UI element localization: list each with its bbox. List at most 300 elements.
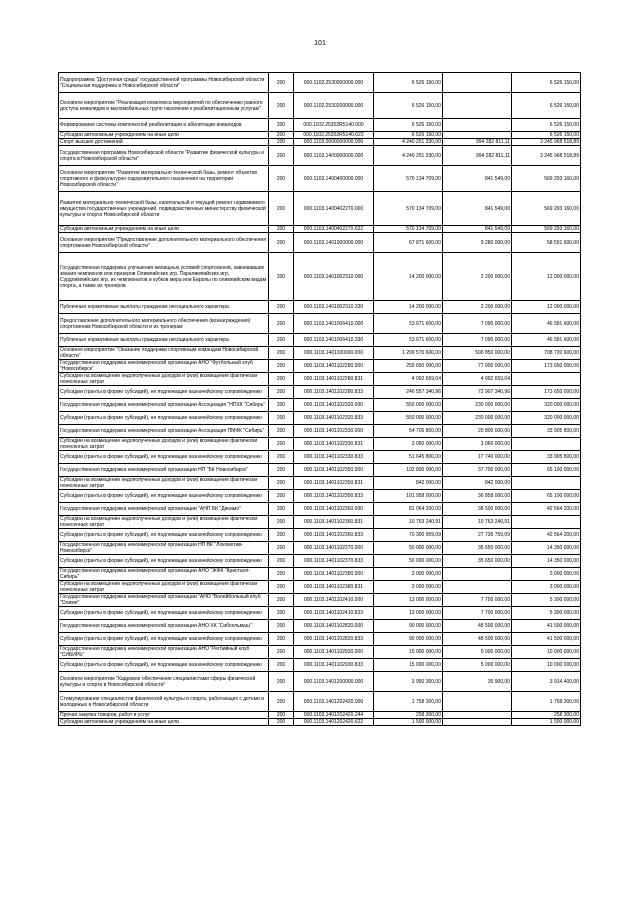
row-approved-amount-cell: 4 240 251 330,00 — [374, 139, 443, 146]
row-classification-cell: 000.1103.1400400000.000 — [294, 166, 374, 192]
row-change-amount-cell: 10 763 240,91 — [443, 516, 512, 529]
row-admin-code-cell: 200 — [269, 360, 294, 373]
row-name-cell: Прочая закупка товаров, работ и услуг — [59, 712, 269, 719]
table-row — [59, 399, 581, 412]
row-classification-cell: 000.1103.1401102370.833 — [294, 555, 374, 568]
row-classification-cell: 000.1103.1401102330.000 — [294, 425, 374, 438]
row-approved-amount-cell: 50 000 000,00 — [374, 542, 443, 555]
row-final-amount-cell: 12 000 000,00 — [512, 301, 581, 314]
row-approved-amount-cell: 90 000 000,00 — [374, 620, 443, 633]
table-row — [59, 334, 581, 347]
table-row — [59, 633, 581, 646]
row-approved-amount-cell: 6 526 150,00 — [374, 132, 443, 139]
row-final-amount-cell: 569 293 160,00 — [512, 166, 581, 192]
table-row — [59, 253, 581, 301]
table-row — [59, 226, 581, 233]
row-admin-code-cell: 200 — [269, 659, 294, 672]
row-change-amount-cell: 7 090 000,00 — [443, 314, 512, 334]
row-approved-amount-cell: 13 000 000,00 — [374, 594, 443, 607]
table-row — [59, 360, 581, 373]
table-row — [59, 529, 581, 542]
row-admin-code-cell: 200 — [269, 542, 294, 555]
row-final-amount-cell: 1 500 000,00 — [512, 719, 581, 726]
table-row — [59, 412, 581, 425]
row-approved-amount-cell: 3 000 000,00 — [374, 568, 443, 581]
row-admin-code-cell: 200 — [269, 568, 294, 581]
row-classification-cell: 000.1103.1401102360.831 — [294, 516, 374, 529]
table-row — [59, 425, 581, 438]
row-approved-amount-cell: 4 240 251 330,00 — [374, 146, 443, 166]
row-admin-code-cell: 200 — [269, 607, 294, 620]
row-admin-code-cell: 200 — [269, 620, 294, 633]
row-classification-cell: 000.1103.1400402270.000 — [294, 192, 374, 226]
row-final-amount-cell: 173 650 000,00 — [512, 386, 581, 399]
table-row — [59, 659, 581, 672]
row-admin-code-cell: 200 — [269, 503, 294, 516]
row-final-amount-cell: 6 526 150,00 — [512, 119, 581, 132]
row-final-amount-cell: 6 526 150,00 — [512, 73, 581, 93]
row-change-amount-cell: 4 092 659,04 — [443, 373, 512, 386]
row-final-amount-cell: 3 245 968 518,89 — [512, 146, 581, 166]
row-name-cell: Публичные нормативные выплаты гражданам несоциального характера — [59, 301, 269, 314]
row-classification-cell: 000.1102.2530000000.000 — [294, 73, 374, 93]
row-classification-cell: 000.1103.1401102320.833 — [294, 412, 374, 425]
row-classification-cell: 000.1103.1401102320.000 — [294, 399, 374, 412]
row-approved-amount-cell: 246 557 340,96 — [374, 386, 443, 399]
row-admin-code-cell: 200 — [269, 633, 294, 646]
row-final-amount-cell: 569 293 160,00 — [512, 226, 581, 233]
row-name-cell: Субсидии (гранты в форме субсидий), не подлежащие казначейскому сопровождению — [59, 607, 269, 620]
row-change-amount-cell: 9 280 000,00 — [443, 233, 512, 253]
row-classification-cell: 000.1103.1401102280.000 — [294, 360, 374, 373]
row-admin-code-cell: 200 — [269, 555, 294, 568]
row-change-amount-cell: 2 200 000,00 — [443, 253, 512, 301]
row-admin-code-cell: 200 — [269, 386, 294, 399]
row-approved-amount-cell: 15 000 000,00 — [374, 659, 443, 672]
row-classification-cell: 000.1103.1401000000.000 — [294, 233, 374, 253]
row-admin-code-cell: 200 — [269, 139, 294, 146]
row-name-cell: Государственная поддержка некоммерческой организации АНО "Футбольный клуб "Новосибирск" — [59, 360, 269, 373]
row-classification-cell: 000.1103.1401102370.000 — [294, 542, 374, 555]
row-classification-cell: 000.1103.1401100000.000 — [294, 347, 374, 360]
row-admin-code-cell: 200 — [269, 132, 294, 139]
row-change-amount-cell: 77 000 000,00 — [443, 360, 512, 373]
row-name-cell: Спорт высших достижений — [59, 139, 269, 146]
row-name-cell: Государственная поддержка некоммерческой организации "АНП БК "Динамо" — [59, 503, 269, 516]
row-classification-cell: 000.1103.1401102410.833 — [294, 607, 374, 620]
row-admin-code-cell: 200 — [269, 119, 294, 132]
row-approved-amount-cell: 1 500 000,00 — [374, 719, 443, 726]
row-name-cell: Стимулирование специалистов физической культуры и спорта, работающих с детьми и молодежью в Новосибирской области — [59, 692, 269, 712]
row-name-cell: Субсидии на возмещение недополученных доходов и (или) возмещение фактически понесенных затрат — [59, 438, 269, 451]
row-name-cell: Основное мероприятие "Кадровое обеспечение специалистами сферы физической культуры и спорта в Новосибирской области" — [59, 672, 269, 692]
row-final-amount-cell: 258 300,00 — [512, 712, 581, 719]
row-admin-code-cell: 200 — [269, 451, 294, 464]
table-row — [59, 620, 581, 633]
row-final-amount-cell: 14 350 000,00 — [512, 542, 581, 555]
row-classification-cell: 000.1102.25302R5140.622 — [294, 132, 374, 139]
row-name-cell: Государственная поддержка некоммерческой организации НП "БК Новосибирск" — [59, 464, 269, 477]
row-name-cell: Подпрограмма "Доступная среда" государственной программы Новосибирской области "Социальная поддержка в Новосибирской области" — [59, 73, 269, 93]
row-classification-cell: 000.1103.1401202420.000 — [294, 692, 374, 712]
row-change-amount-cell — [443, 93, 512, 119]
row-final-amount-cell: 46 581 600,00 — [512, 334, 581, 347]
page-number: 101 — [314, 40, 326, 47]
row-change-amount-cell: 230 000 000,00 — [443, 399, 512, 412]
row-admin-code-cell: 200 — [269, 594, 294, 607]
row-name-cell: Субсидии (гранты в форме субсидий), не подлежащие казначейскому сопровождению — [59, 529, 269, 542]
row-approved-amount-cell: 54 705 800,00 — [374, 425, 443, 438]
row-final-amount-cell: 42 564 200,00 — [512, 529, 581, 542]
row-admin-code-cell: 200 — [269, 464, 294, 477]
row-change-amount-cell: 3 060 000,00 — [443, 438, 512, 451]
table-row — [59, 132, 581, 139]
table-row — [59, 542, 581, 555]
row-admin-code-cell: 200 — [269, 192, 294, 226]
row-final-amount-cell: 33 905 800,00 — [512, 451, 581, 464]
row-name-cell: Субсидии на возмещение недополученных доходов и (или) возмещение фактически понесенных затрат — [59, 516, 269, 529]
row-approved-amount-cell: 53 671 600,00 — [374, 334, 443, 347]
row-name-cell: Субсидии на возмещение недополученных доходов и (или) возмещение фактически понесенных затрат — [59, 477, 269, 490]
row-name-cell: Основное мероприятие "Реализация комплекса мероприятий по обеспечению равного доступа инвалидов и маломобильных групп населения к реабилитационным услугам" — [59, 93, 269, 119]
row-admin-code-cell: 200 — [269, 166, 294, 192]
row-change-amount-cell: 35 900,00 — [443, 672, 512, 692]
table-row — [59, 301, 581, 314]
row-name-cell: Основное мероприятие "Оказание поддержки спортивным командам Новосибирской области" — [59, 347, 269, 360]
table-row — [59, 146, 581, 166]
row-final-amount-cell: 1 758 300,00 — [512, 692, 581, 712]
table-row — [59, 581, 581, 594]
row-name-cell: Субсидии (гранты в форме субсидий), не подлежащие казначейскому сопровождению — [59, 451, 269, 464]
row-admin-code-cell: 200 — [269, 373, 294, 386]
row-admin-code-cell: 200 — [269, 233, 294, 253]
row-admin-code-cell: 200 — [269, 314, 294, 334]
row-admin-code-cell: 200 — [269, 301, 294, 314]
row-classification-cell: 000.1103.1401006410.330 — [294, 334, 374, 347]
table-row — [59, 93, 581, 119]
row-approved-amount-cell: 6 526 150,00 — [374, 119, 443, 132]
row-admin-code-cell: 200 — [269, 347, 294, 360]
row-change-amount-cell — [443, 119, 512, 132]
row-approved-amount-cell: 3 000 000,00 — [374, 581, 443, 594]
row-classification-cell: 000.1103.1401102350.833 — [294, 490, 374, 503]
row-final-amount-cell: 10 000 000,00 — [512, 659, 581, 672]
row-classification-cell: 000.1103.1401102930.833 — [294, 659, 374, 672]
row-approved-amount-cell: 101 958 000,00 — [374, 490, 443, 503]
row-change-amount-cell: 48 500 000,00 — [443, 620, 512, 633]
row-classification-cell: 000.1103.1401200000.000 — [294, 672, 374, 692]
row-admin-code-cell: 200 — [269, 581, 294, 594]
row-change-amount-cell — [443, 581, 512, 594]
row-final-amount-cell — [512, 438, 581, 451]
row-classification-cell: 000.1103.1401002310.000 — [294, 253, 374, 301]
row-final-amount-cell: 41 500 000,00 — [512, 633, 581, 646]
row-change-amount-cell: 230 000 000,00 — [443, 412, 512, 425]
row-final-amount-cell: 33 905 800,00 — [512, 425, 581, 438]
row-change-amount-cell: 27 736 759,09 — [443, 529, 512, 542]
row-change-amount-cell: 5 000 000,00 — [443, 646, 512, 659]
row-change-amount-cell: 17 740 000,00 — [443, 451, 512, 464]
budget-table — [58, 72, 581, 726]
table-row — [59, 233, 581, 253]
row-approved-amount-cell: 67 871 600,00 — [374, 233, 443, 253]
row-change-amount-cell: 20 800 000,00 — [443, 425, 512, 438]
row-change-amount-cell — [443, 73, 512, 93]
row-admin-code-cell: 200 — [269, 719, 294, 726]
row-classification-cell: 000.1103.1400402270.622 — [294, 226, 374, 233]
row-classification-cell: 000.1103.1401102820.000 — [294, 620, 374, 633]
row-final-amount-cell — [512, 477, 581, 490]
row-admin-code-cell: 200 — [269, 425, 294, 438]
row-admin-code-cell: 200 — [269, 73, 294, 93]
row-approved-amount-cell: 1 209 570 600,00 — [374, 347, 443, 360]
row-name-cell: Государственная поддержка некоммерческой организации Ассоциация ПМФК "Сибирь" — [59, 425, 269, 438]
table-row — [59, 516, 581, 529]
row-admin-code-cell: 200 — [269, 438, 294, 451]
row-change-amount-cell: 500 850 000,00 — [443, 347, 512, 360]
row-classification-cell: 000.1103.1401202420.244 — [294, 712, 374, 719]
row-change-amount-cell: 72 907 340,96 — [443, 386, 512, 399]
row-classification-cell: 000.1102.2530200000.000 — [294, 93, 374, 119]
row-approved-amount-cell: 6 526 150,00 — [374, 73, 443, 93]
row-approved-amount-cell: 570 134 709,00 — [374, 166, 443, 192]
row-change-amount-cell: 2 200 000,00 — [443, 301, 512, 314]
row-final-amount-cell — [512, 373, 581, 386]
row-approved-amount-cell: 1 758 300,00 — [374, 692, 443, 712]
row-name-cell: Государственная поддержка некоммерческой организации "АНО "Волейбольный клуб "Олимп" — [59, 594, 269, 607]
table-row — [59, 712, 581, 719]
table-row — [59, 672, 581, 692]
table-row — [59, 464, 581, 477]
row-name-cell: Государственная поддержка некоммерческой организации Ассоциация "НПХК "Сибирь" — [59, 399, 269, 412]
row-classification-cell: 000.1103.1401102380.000 — [294, 568, 374, 581]
row-final-amount-cell: 5 300 000,00 — [512, 594, 581, 607]
row-approved-amount-cell: 570 134 709,00 — [374, 192, 443, 226]
row-name-cell: Субсидии (гранты в форме субсидий), не подлежащие казначейскому сопровождению — [59, 555, 269, 568]
row-approved-amount-cell: 81 064 200,00 — [374, 503, 443, 516]
row-final-amount-cell: 12 000 000,00 — [512, 253, 581, 301]
table-row — [59, 503, 581, 516]
row-name-cell: Субсидии (гранты в форме субсидий), не подлежащие казначейскому сопровождению — [59, 659, 269, 672]
table-row — [59, 477, 581, 490]
row-admin-code-cell: 200 — [269, 477, 294, 490]
row-classification-cell: 000.1103.1400000000.000 — [294, 146, 374, 166]
table-row — [59, 192, 581, 226]
row-approved-amount-cell: 258 300,00 — [374, 712, 443, 719]
row-change-amount-cell: 35 650 000,00 — [443, 542, 512, 555]
table-row — [59, 719, 581, 726]
row-final-amount-cell: 3 914 400,00 — [512, 672, 581, 692]
row-final-amount-cell: 5 300 000,00 — [512, 607, 581, 620]
row-name-cell: Государственная поддержка некоммерческой организации АНО "Регбийный клуб "СИБИРЬ" — [59, 646, 269, 659]
row-final-amount-cell — [512, 516, 581, 529]
table-row — [59, 386, 581, 399]
row-name-cell: Основное мероприятие "Предоставление дополнительного материального обеспечения спортсменам Новосибирской области" — [59, 233, 269, 253]
row-final-amount-cell: 58 591 600,00 — [512, 233, 581, 253]
row-name-cell: Субсидии (гранты в форме субсидий), не подлежащие казначейскому сопровождению — [59, 490, 269, 503]
row-name-cell: Формирование системы комплексной реабилитации и абилитации инвалидов — [59, 119, 269, 132]
table-row — [59, 692, 581, 712]
row-change-amount-cell: 48 500 000,00 — [443, 633, 512, 646]
row-classification-cell: 000.1103.1401102330.833 — [294, 451, 374, 464]
row-final-amount-cell: 65 100 000,00 — [512, 490, 581, 503]
row-name-cell: Субсидии на возмещение недополученных доходов и (или) возмещение фактически понесенных затрат — [59, 581, 269, 594]
row-name-cell: Субсидии на возмещение недополученных доходов и (или) возмещение фактически понесенных затрат — [59, 373, 269, 386]
row-classification-cell: 000.1103.1401102820.833 — [294, 633, 374, 646]
row-final-amount-cell: 42 564 200,00 — [512, 503, 581, 516]
row-classification-cell: 000.1103.1401102350.831 — [294, 477, 374, 490]
row-change-amount-cell: 36 858 000,00 — [443, 490, 512, 503]
row-classification-cell: 000.1103.1401006410.000 — [294, 314, 374, 334]
table-row — [59, 166, 581, 192]
row-approved-amount-cell: 51 645 800,00 — [374, 451, 443, 464]
row-change-amount-cell: 5 000 000,00 — [443, 659, 512, 672]
row-approved-amount-cell: 10 763 240,91 — [374, 516, 443, 529]
row-approved-amount-cell: 13 000 000,00 — [374, 607, 443, 620]
table-row — [59, 373, 581, 386]
row-final-amount-cell: 173 650 000,00 — [512, 360, 581, 373]
row-approved-amount-cell: 53 671 600,00 — [374, 314, 443, 334]
row-name-cell: Государственная поддержка улучшения жилищных условий спортсменов, завоевавших звания чемпионов или призеров Олимпийских игр, Паралимпийских игр, Сурдлимпийских игр, их чемпионатов и кубков мира или Европы по олимпийским видам спорта, а также их тренеров — [59, 253, 269, 301]
row-final-amount-cell: 569 293 160,00 — [512, 192, 581, 226]
row-classification-cell: 000.1103.1401102280.833 — [294, 386, 374, 399]
row-name-cell: Субсидии автономным учреждениям на иные цели — [59, 132, 269, 139]
row-change-amount-cell: 7 700 000,00 — [443, 607, 512, 620]
table-row — [59, 607, 581, 620]
row-change-amount-cell: 842 000,00 — [443, 477, 512, 490]
row-final-amount-cell: 10 000 000,00 — [512, 646, 581, 659]
row-change-amount-cell — [443, 719, 512, 726]
row-name-cell: Публичные нормативные выплаты гражданам несоциального характера — [59, 334, 269, 347]
row-change-amount-cell: 38 500 000,00 — [443, 503, 512, 516]
row-admin-code-cell: 200 — [269, 93, 294, 119]
table-row — [59, 568, 581, 581]
row-admin-code-cell: 200 — [269, 334, 294, 347]
row-classification-cell: 000.1103.1401102330.831 — [294, 438, 374, 451]
row-change-amount-cell — [443, 692, 512, 712]
row-classification-cell: 000.1102.25302R5140.000 — [294, 119, 374, 132]
row-approved-amount-cell: 842 000,00 — [374, 477, 443, 490]
row-change-amount-cell: 7 090 000,00 — [443, 334, 512, 347]
row-name-cell: Государственная поддержка некоммерческой организации НП ВК "Локомотив-Новосибирск" — [59, 542, 269, 555]
budget-table-body — [59, 73, 581, 726]
row-change-amount-cell: 994 282 811,11 — [443, 139, 512, 146]
table-row — [59, 438, 581, 451]
row-final-amount-cell: 320 000 000,00 — [512, 412, 581, 425]
row-approved-amount-cell: 14 200 000,00 — [374, 301, 443, 314]
row-final-amount-cell: 3 000 000,00 — [512, 581, 581, 594]
table-row — [59, 490, 581, 503]
row-admin-code-cell: 200 — [269, 226, 294, 233]
table-row — [59, 139, 581, 146]
row-final-amount-cell: 6 526 150,00 — [512, 93, 581, 119]
row-change-amount-cell: 841 549,00 — [443, 226, 512, 233]
row-name-cell: Государственная программа Новосибирской области "Развитие физической культуры и спорта в Новосибирской области" — [59, 146, 269, 166]
table-row — [59, 451, 581, 464]
row-admin-code-cell: 200 — [269, 399, 294, 412]
row-approved-amount-cell: 50 000 000,00 — [374, 555, 443, 568]
row-approved-amount-cell: 3 950 300,00 — [374, 672, 443, 692]
row-change-amount-cell: 841 549,00 — [443, 192, 512, 226]
row-final-amount-cell: 708 720 600,00 — [512, 347, 581, 360]
row-change-amount-cell — [443, 132, 512, 139]
row-approved-amount-cell: 3 060 000,00 — [374, 438, 443, 451]
row-name-cell: Субсидии (гранты в форме субсидий), не подлежащие казначейскому сопровождению — [59, 412, 269, 425]
row-name-cell: Субсидии (гранты в форме субсидий), не подлежащие казначейскому сопровождению — [59, 386, 269, 399]
table-row — [59, 646, 581, 659]
table-row — [59, 73, 581, 93]
row-final-amount-cell: 14 350 000,00 — [512, 555, 581, 568]
row-admin-code-cell: 200 — [269, 516, 294, 529]
row-final-amount-cell: 3 000 000,00 — [512, 568, 581, 581]
row-classification-cell: 000.1103.1401002310.330 — [294, 301, 374, 314]
row-approved-amount-cell: 6 526 150,00 — [374, 93, 443, 119]
row-final-amount-cell: 46 581 600,00 — [512, 314, 581, 334]
row-approved-amount-cell: 15 000 000,00 — [374, 646, 443, 659]
row-final-amount-cell: 3 245 968 518,89 — [512, 139, 581, 146]
row-approved-amount-cell: 102 800 000,00 — [374, 464, 443, 477]
row-change-amount-cell — [443, 568, 512, 581]
row-change-amount-cell: 994 282 811,11 — [443, 146, 512, 166]
row-change-amount-cell: 7 700 000,00 — [443, 594, 512, 607]
row-final-amount-cell: 6 526 150,00 — [512, 132, 581, 139]
row-name-cell: Государственная поддержка некоммерческой организации АНО "ЖФК "Кристалл-Сибирь" — [59, 568, 269, 581]
table-row — [59, 594, 581, 607]
row-approved-amount-cell: 550 000 000,00 — [374, 412, 443, 425]
row-classification-cell: 000.1103.1401102410.000 — [294, 594, 374, 607]
table-row — [59, 555, 581, 568]
row-change-amount-cell — [443, 712, 512, 719]
row-approved-amount-cell: 550 000 000,00 — [374, 399, 443, 412]
row-approved-amount-cell: 70 300 959,09 — [374, 529, 443, 542]
row-approved-amount-cell: 250 650 000,00 — [374, 360, 443, 373]
row-admin-code-cell: 200 — [269, 672, 294, 692]
table-row — [59, 119, 581, 132]
row-admin-code-cell: 200 — [269, 712, 294, 719]
row-admin-code-cell: 200 — [269, 529, 294, 542]
row-classification-cell: 000.1103.1401202420.622 — [294, 719, 374, 726]
row-name-cell: Субсидии (гранты в форме субсидий), не подлежащие казначейскому сопровождению — [59, 633, 269, 646]
row-admin-code-cell: 200 — [269, 646, 294, 659]
row-approved-amount-cell: 90 000 000,00 — [374, 633, 443, 646]
row-classification-cell: 000.1103.1401102350.000 — [294, 464, 374, 477]
row-change-amount-cell: 35 650 000,00 — [443, 555, 512, 568]
row-name-cell: Субсидии автономным учреждениям на иные цели — [59, 226, 269, 233]
row-name-cell: Субсидии автономным учреждениям на иные цели — [59, 719, 269, 726]
row-name-cell: Предоставление дополнительного материального обеспечения (вознаграждения) спортсменам Новосибирской области и их тренерам — [59, 314, 269, 334]
table-row — [59, 347, 581, 360]
table-row — [59, 314, 581, 334]
row-admin-code-cell: 200 — [269, 253, 294, 301]
row-classification-cell: 000.1103.1401102280.831 — [294, 373, 374, 386]
row-admin-code-cell: 200 — [269, 412, 294, 425]
row-final-amount-cell: 65 100 000,00 — [512, 464, 581, 477]
row-change-amount-cell: 37 700 000,00 — [443, 464, 512, 477]
row-final-amount-cell: 41 500 000,00 — [512, 620, 581, 633]
row-change-amount-cell: 841 549,00 — [443, 166, 512, 192]
row-approved-amount-cell: 4 092 659,04 — [374, 373, 443, 386]
row-classification-cell: 000.1103.0000000000.000 — [294, 139, 374, 146]
row-admin-code-cell: 200 — [269, 146, 294, 166]
row-approved-amount-cell: 14 200 000,00 — [374, 253, 443, 301]
row-admin-code-cell: 200 — [269, 490, 294, 503]
row-name-cell: Развитие материально-технической базы, капитальный и текущий ремонт недвижимого имущества государственных учреждений, подведомственных министерству физической культуры и спорта Новосибирской области — [59, 192, 269, 226]
row-admin-code-cell: 200 — [269, 692, 294, 712]
row-approved-amount-cell: 570 134 709,00 — [374, 226, 443, 233]
row-final-amount-cell: 320 000 000,00 — [512, 399, 581, 412]
row-classification-cell: 000.1103.1401102380.831 — [294, 581, 374, 594]
row-name-cell: Основное мероприятие "Развитие материально-технической базы, ремонт объектов спортивного и физкультурно-оздоровительного назначения на территории Новосибирской области" — [59, 166, 269, 192]
